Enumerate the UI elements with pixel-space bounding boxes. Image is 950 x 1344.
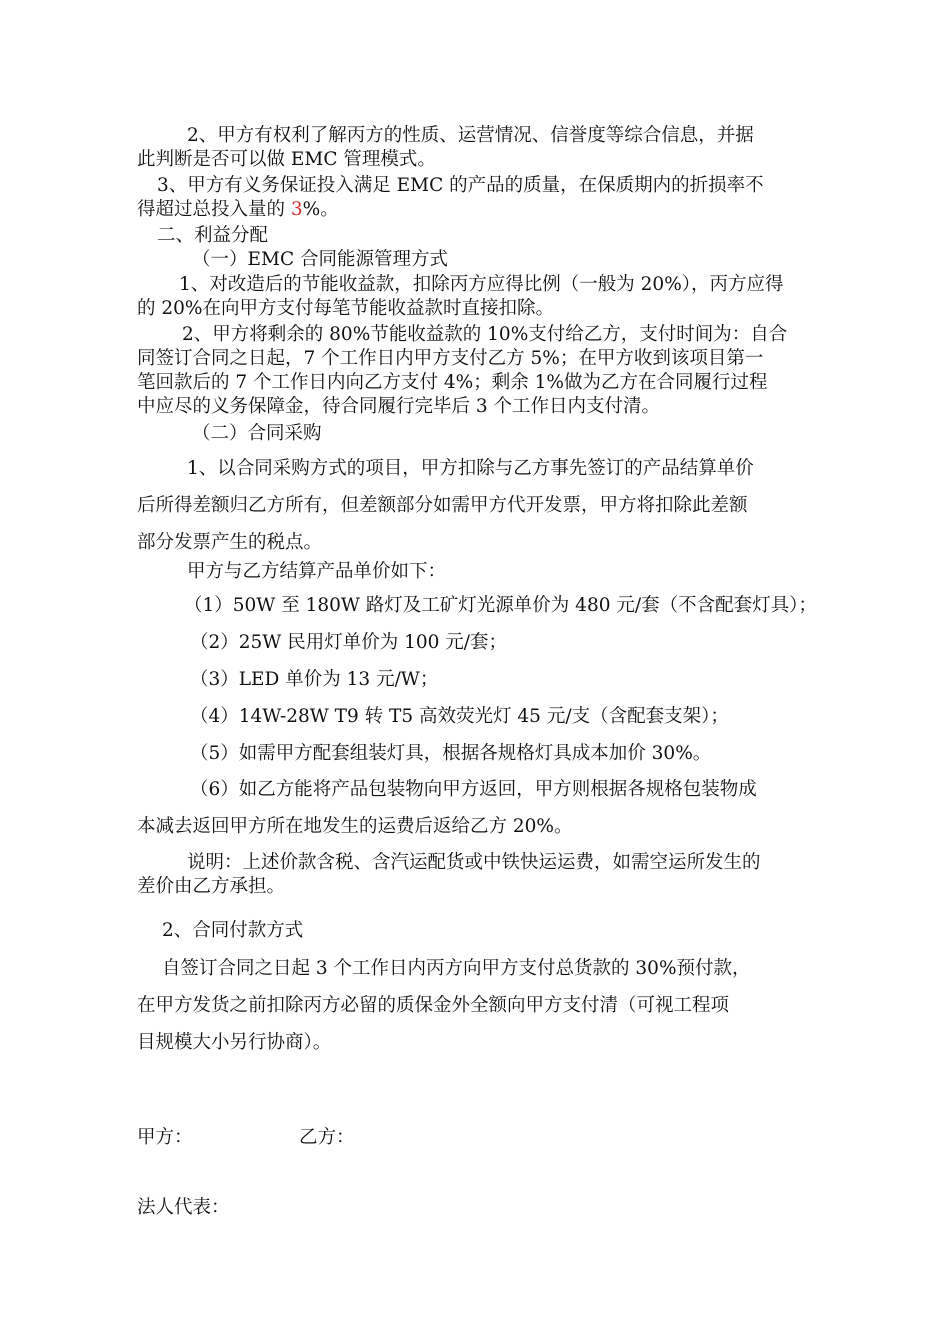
- clause-3-text-pre: 得超过总投入量的: [137, 199, 291, 220]
- payment-line-3: 目规模大小另行协商）。: [137, 1032, 332, 1053]
- emc-p2-line-3: 笔回款后的 7 个工作日内向乙方支付 4%；剩余 1%做为乙方在合同履行过程: [137, 372, 768, 393]
- price-item-6-line-1: （6）如乙方能将产品包装物向甲方返回，甲方则根据各规格包装物成: [190, 779, 757, 800]
- payment-line-2: 在甲方发货之前扣除丙方必留的质保金外全额向甲方支付清（可视工程项: [137, 995, 730, 1016]
- clause-2: [137, 124, 862, 172]
- emc-p1-line-1: 1、对改造后的节能收益款，扣除丙方应得比例（一般为 20%），丙方应得: [179, 274, 784, 295]
- purchase-p1-line-1: 1、以合同采购方式的项目，甲方扣除与乙方事先签订的产品结算单价: [187, 458, 754, 479]
- emc-p2-line-1: 2、甲方将剩余的 80%节能收益款的 10%支付给乙方，支付时间为：自合: [182, 324, 788, 345]
- price-note-line-1: 说明：上述价款含税、含汽运配货或中铁快运运费，如需空运所发生的: [187, 852, 761, 873]
- subsection-heading-emc: （一）EMC 合同能源管理方式: [192, 249, 448, 270]
- clause-3-text-post: %。: [302, 199, 339, 220]
- signature-row: [137, 1126, 862, 1150]
- price-list: [137, 587, 862, 772]
- price-intro: 甲方与乙方结算产品单价如下：: [187, 561, 447, 582]
- price-item-4: （4）14W-28W T9 转 T5 高效荧光灯 45 元/支（含配套支架）；: [190, 706, 729, 727]
- emc-p2-line-4: 中应尽的义务保障金，待合同履行完毕后 3 个工作日内支付清。: [137, 396, 661, 417]
- subsection-heading-purchase: （二）合同采购: [192, 423, 322, 444]
- price-item-6-line-2: 本减去返回甲方所在地发生的运费后返给乙方 20%。: [137, 816, 573, 837]
- signature-legal-rep: 法人代表：: [137, 1197, 230, 1218]
- purchase-p1-line-2: 后所得差额归乙方所有，但差额部分如需甲方代开发票，甲方将扣除此差额: [137, 495, 748, 516]
- price-item-5: （5）如需甲方配套组装灯具，根据各规格灯具成本加价 30%。: [190, 743, 712, 764]
- purchase-p1-line-3: 部分发票产生的税点。: [137, 532, 323, 553]
- clause-3: [137, 174, 862, 222]
- price-item-2: （2）25W 民用灯单价为 100 元/套；: [190, 632, 508, 653]
- emc-paragraph-1: [137, 273, 862, 321]
- purchase-paragraph-1: [137, 450, 862, 561]
- price-note: [137, 851, 862, 899]
- price-note-line-2: 差价由乙方承担。: [137, 876, 286, 897]
- price-item-6: [137, 771, 862, 845]
- signature-party-a: 甲方：: [137, 1127, 193, 1148]
- section-heading-profit: 二、利益分配: [157, 225, 269, 246]
- price-item-1: （1）50W 至 180W 路灯及工矿灯光源单价为 480 元/套（不含配套灯具）；: [184, 595, 817, 616]
- emc-paragraph-2: [137, 323, 862, 419]
- clause-3-line-1: 3、甲方有义务保证投入满足 EMC 的产品的质量，在保质期内的折损率不: [157, 175, 764, 196]
- price-item-3: （3）LED 单价为 13 元/W；: [190, 669, 439, 690]
- clause-3-line-2: [137, 198, 862, 222]
- payment-line-1: 自签订合同之日起 3 个工作日内丙方向甲方支付总货款的 30%预付款，: [162, 958, 751, 979]
- payment-paragraph: [137, 950, 862, 1061]
- signature-party-b: 乙方：: [299, 1127, 355, 1148]
- clause-2-line-1: 2、甲方有权利了解丙方的性质、运营情况、信誉度等综合信息，并据: [187, 125, 754, 146]
- clause-2-line-2: 此判断是否可以做 EMC 管理模式。: [137, 149, 436, 170]
- loss-rate-value: 3: [290, 199, 303, 220]
- payment-heading: 2、合同付款方式: [162, 920, 304, 941]
- emc-p2-line-2: 同签订合同之日起，7 个工作日内甲方支付乙方 5%；在甲方收到该项目第一: [137, 348, 764, 369]
- emc-p1-line-2: 的 20%在向甲方支付每笔节能收益款时直接扣除。: [137, 298, 555, 319]
